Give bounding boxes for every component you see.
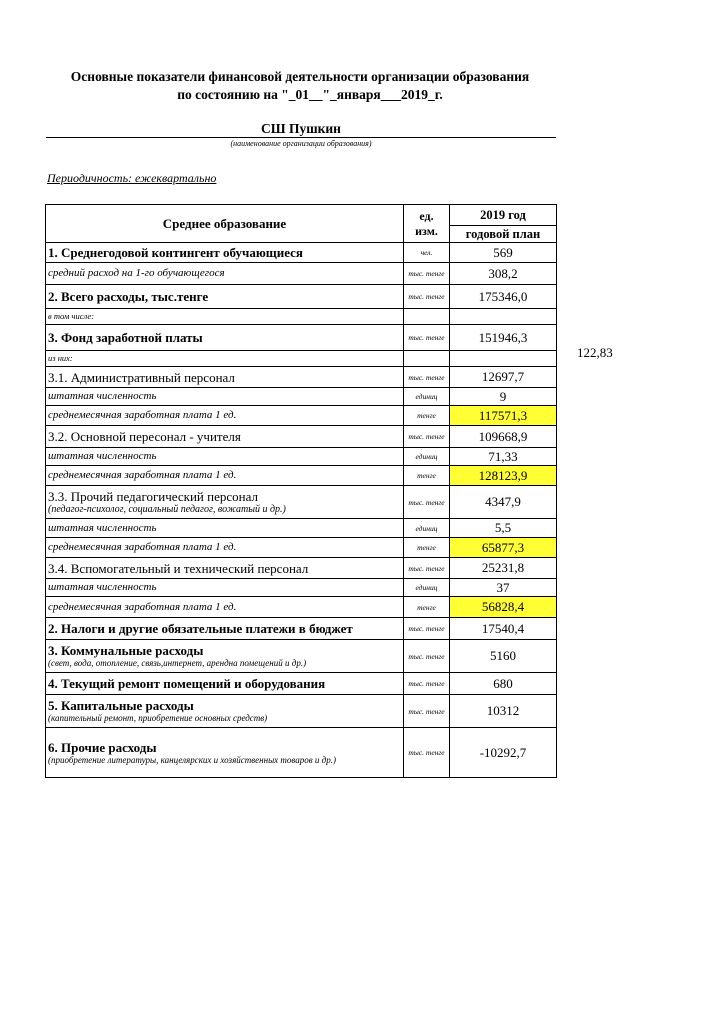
table-row (46, 325, 557, 351)
table-row (46, 538, 557, 558)
table-row (46, 579, 557, 597)
row-label: среднемесячная заработная плата 1 ед. (46, 538, 404, 558)
table-row (46, 263, 557, 285)
periodicity-label: Периодичность: ежеквартально (47, 171, 217, 185)
row-unit: единиц (404, 519, 450, 538)
row-unit: тенге (404, 406, 450, 426)
row-sublabel: (приобретение литературы, канцелярских и хозяйственных товаров и др.) (48, 754, 336, 765)
table-row (46, 618, 557, 640)
row-unit: тенге (404, 538, 450, 558)
row-value: 10312 (450, 695, 557, 728)
row-label: в том числе: (46, 309, 404, 325)
row-unit: чел. (404, 243, 450, 263)
row-label: 2. Всего расходы, тыс.тенге (46, 285, 404, 309)
row-value (450, 309, 557, 325)
table-row (46, 466, 557, 486)
row-label: штатная численность (46, 519, 404, 538)
row-value: 569 (450, 243, 557, 263)
table-row (46, 448, 557, 466)
row-value: 71,33 (450, 448, 557, 466)
table-row (46, 309, 557, 325)
row-unit: единиц (404, 448, 450, 466)
table-row (46, 426, 557, 448)
report-title-line-2: по состоянию на "_01__"_января___2019_г. (177, 87, 443, 102)
row-label: 5. Капитальные расходы (48, 698, 194, 713)
table-row (46, 558, 557, 579)
row-label: 2. Налоги и другие обязательные платежи в бюджет (46, 618, 404, 640)
row-value: 37 (450, 579, 557, 597)
row-label-cell (46, 695, 404, 728)
table-row (46, 519, 557, 538)
row-label-cell (46, 728, 404, 778)
row-unit (404, 309, 450, 325)
row-label: 6. Прочие расходы (48, 739, 157, 755)
row-value: 5160 (450, 640, 557, 673)
row-label: среднемесячная заработная плата 1 ед. (46, 466, 404, 486)
row-sublabel: (свет, вода, отопление, связь,интернет, арендна помещений и др.) (48, 658, 307, 668)
row-label: 4. Текущий ремонт помещений и оборудования (46, 673, 404, 695)
row-unit: тыс. тенге (404, 285, 450, 309)
row-label: среднемесячная заработная плата 1 ед. (46, 406, 404, 426)
table-row (46, 695, 557, 728)
finance-table (45, 204, 557, 778)
report-title-line-1: Основные показатели финансовой деятельности организации образования (70, 69, 530, 84)
row-unit: единиц (404, 388, 450, 406)
row-value: 151946,3 (450, 325, 557, 351)
row-label: 3.2. Основной пересонал - учителя (46, 426, 404, 448)
row-value: 5,5 (450, 519, 557, 538)
row-label: 3. Коммунальные расходы (48, 643, 204, 658)
year-header-cell: 2019 год (450, 205, 557, 226)
row-label: 1. Среднегодовой контингент обучающиеся (46, 243, 404, 263)
table-row (46, 486, 557, 519)
row-label: 3.3. Прочий педагогический персонал (48, 488, 258, 504)
row-sublabel: (капительный ремонт, приобретение основных средств) (48, 713, 268, 723)
row-value: 9 (450, 388, 557, 406)
row-label: штатная численность (46, 579, 404, 597)
row-value: 12697,7 (450, 367, 557, 388)
row-value-highlighted: 56828,4 (450, 597, 557, 618)
row-unit: тенге (404, 597, 450, 618)
unit-header-line2: изм. (415, 223, 438, 238)
row-value: -10292,7 (450, 728, 557, 778)
row-value: 17540,4 (450, 618, 557, 640)
table-row (46, 285, 557, 309)
row-sublabel: (педагог-психолог, социальный педагог, вожатый и др.) (48, 503, 286, 515)
table-row (46, 243, 557, 263)
section-title-cell: Среднее образование (46, 205, 404, 243)
row-label: 3.1. Административный персонал (46, 367, 404, 388)
row-label: штатная численность (46, 388, 404, 406)
unit-header-cell (404, 205, 450, 243)
row-label-cell (46, 640, 404, 673)
row-value: 4347,9 (450, 486, 557, 519)
organization-caption: (наименование организации образования) (230, 139, 372, 148)
row-unit: тыс. тенге (404, 263, 450, 285)
unit-header-line1: ед. (419, 208, 434, 223)
table-row (46, 673, 557, 695)
row-value: 175346,0 (450, 285, 557, 309)
organization-name: СШ Пушкин (261, 121, 341, 136)
row-unit: тыс. тенге (404, 640, 450, 673)
row-label: 3. Фонд заработной платы (46, 325, 404, 351)
table-row (46, 367, 557, 388)
row-unit: тыс. тенге (404, 695, 450, 728)
row-label: 3.4. Вспомогательный и технический персонал (46, 558, 404, 579)
row-value: 25231,8 (450, 558, 557, 579)
table-row (46, 728, 557, 778)
table-row (46, 597, 557, 618)
row-unit: тенге (404, 466, 450, 486)
row-label: штатная численность (46, 448, 404, 466)
row-value: 109668,9 (450, 426, 557, 448)
table-row (46, 388, 557, 406)
row-unit: тыс. тенге (404, 558, 450, 579)
row-value-highlighted: 128123,9 (450, 466, 557, 486)
row-unit: тыс. тенге (404, 486, 450, 519)
row-value (450, 351, 557, 367)
table-row (46, 640, 557, 673)
row-label: средний расход на 1-го обучающегося (46, 263, 404, 285)
row-unit: тыс. тенге (404, 426, 450, 448)
plan-header-cell: годовой план (450, 226, 557, 243)
row-label: среднемесячная заработная плата 1 ед. (46, 597, 404, 618)
row-unit: тыс. тенге (404, 367, 450, 388)
table-row (46, 406, 557, 426)
row-label: из них: (46, 351, 404, 367)
row-unit (404, 351, 450, 367)
row-value-highlighted: 65877,3 (450, 538, 557, 558)
row-label-cell (46, 486, 404, 519)
table-row (46, 351, 557, 367)
row-unit: тыс. тенге (404, 325, 450, 351)
row-value: 308,2 (450, 263, 557, 285)
row-value: 680 (450, 673, 557, 695)
row-value-highlighted: 117571,3 (450, 406, 557, 426)
side-note-value: 122,83 (577, 345, 613, 360)
row-unit: тыс. тенге (404, 728, 450, 778)
row-unit: тыс. тенге (404, 618, 450, 640)
organization-underline (46, 137, 556, 138)
row-unit: тыс. тенге (404, 673, 450, 695)
row-unit: единиц (404, 579, 450, 597)
